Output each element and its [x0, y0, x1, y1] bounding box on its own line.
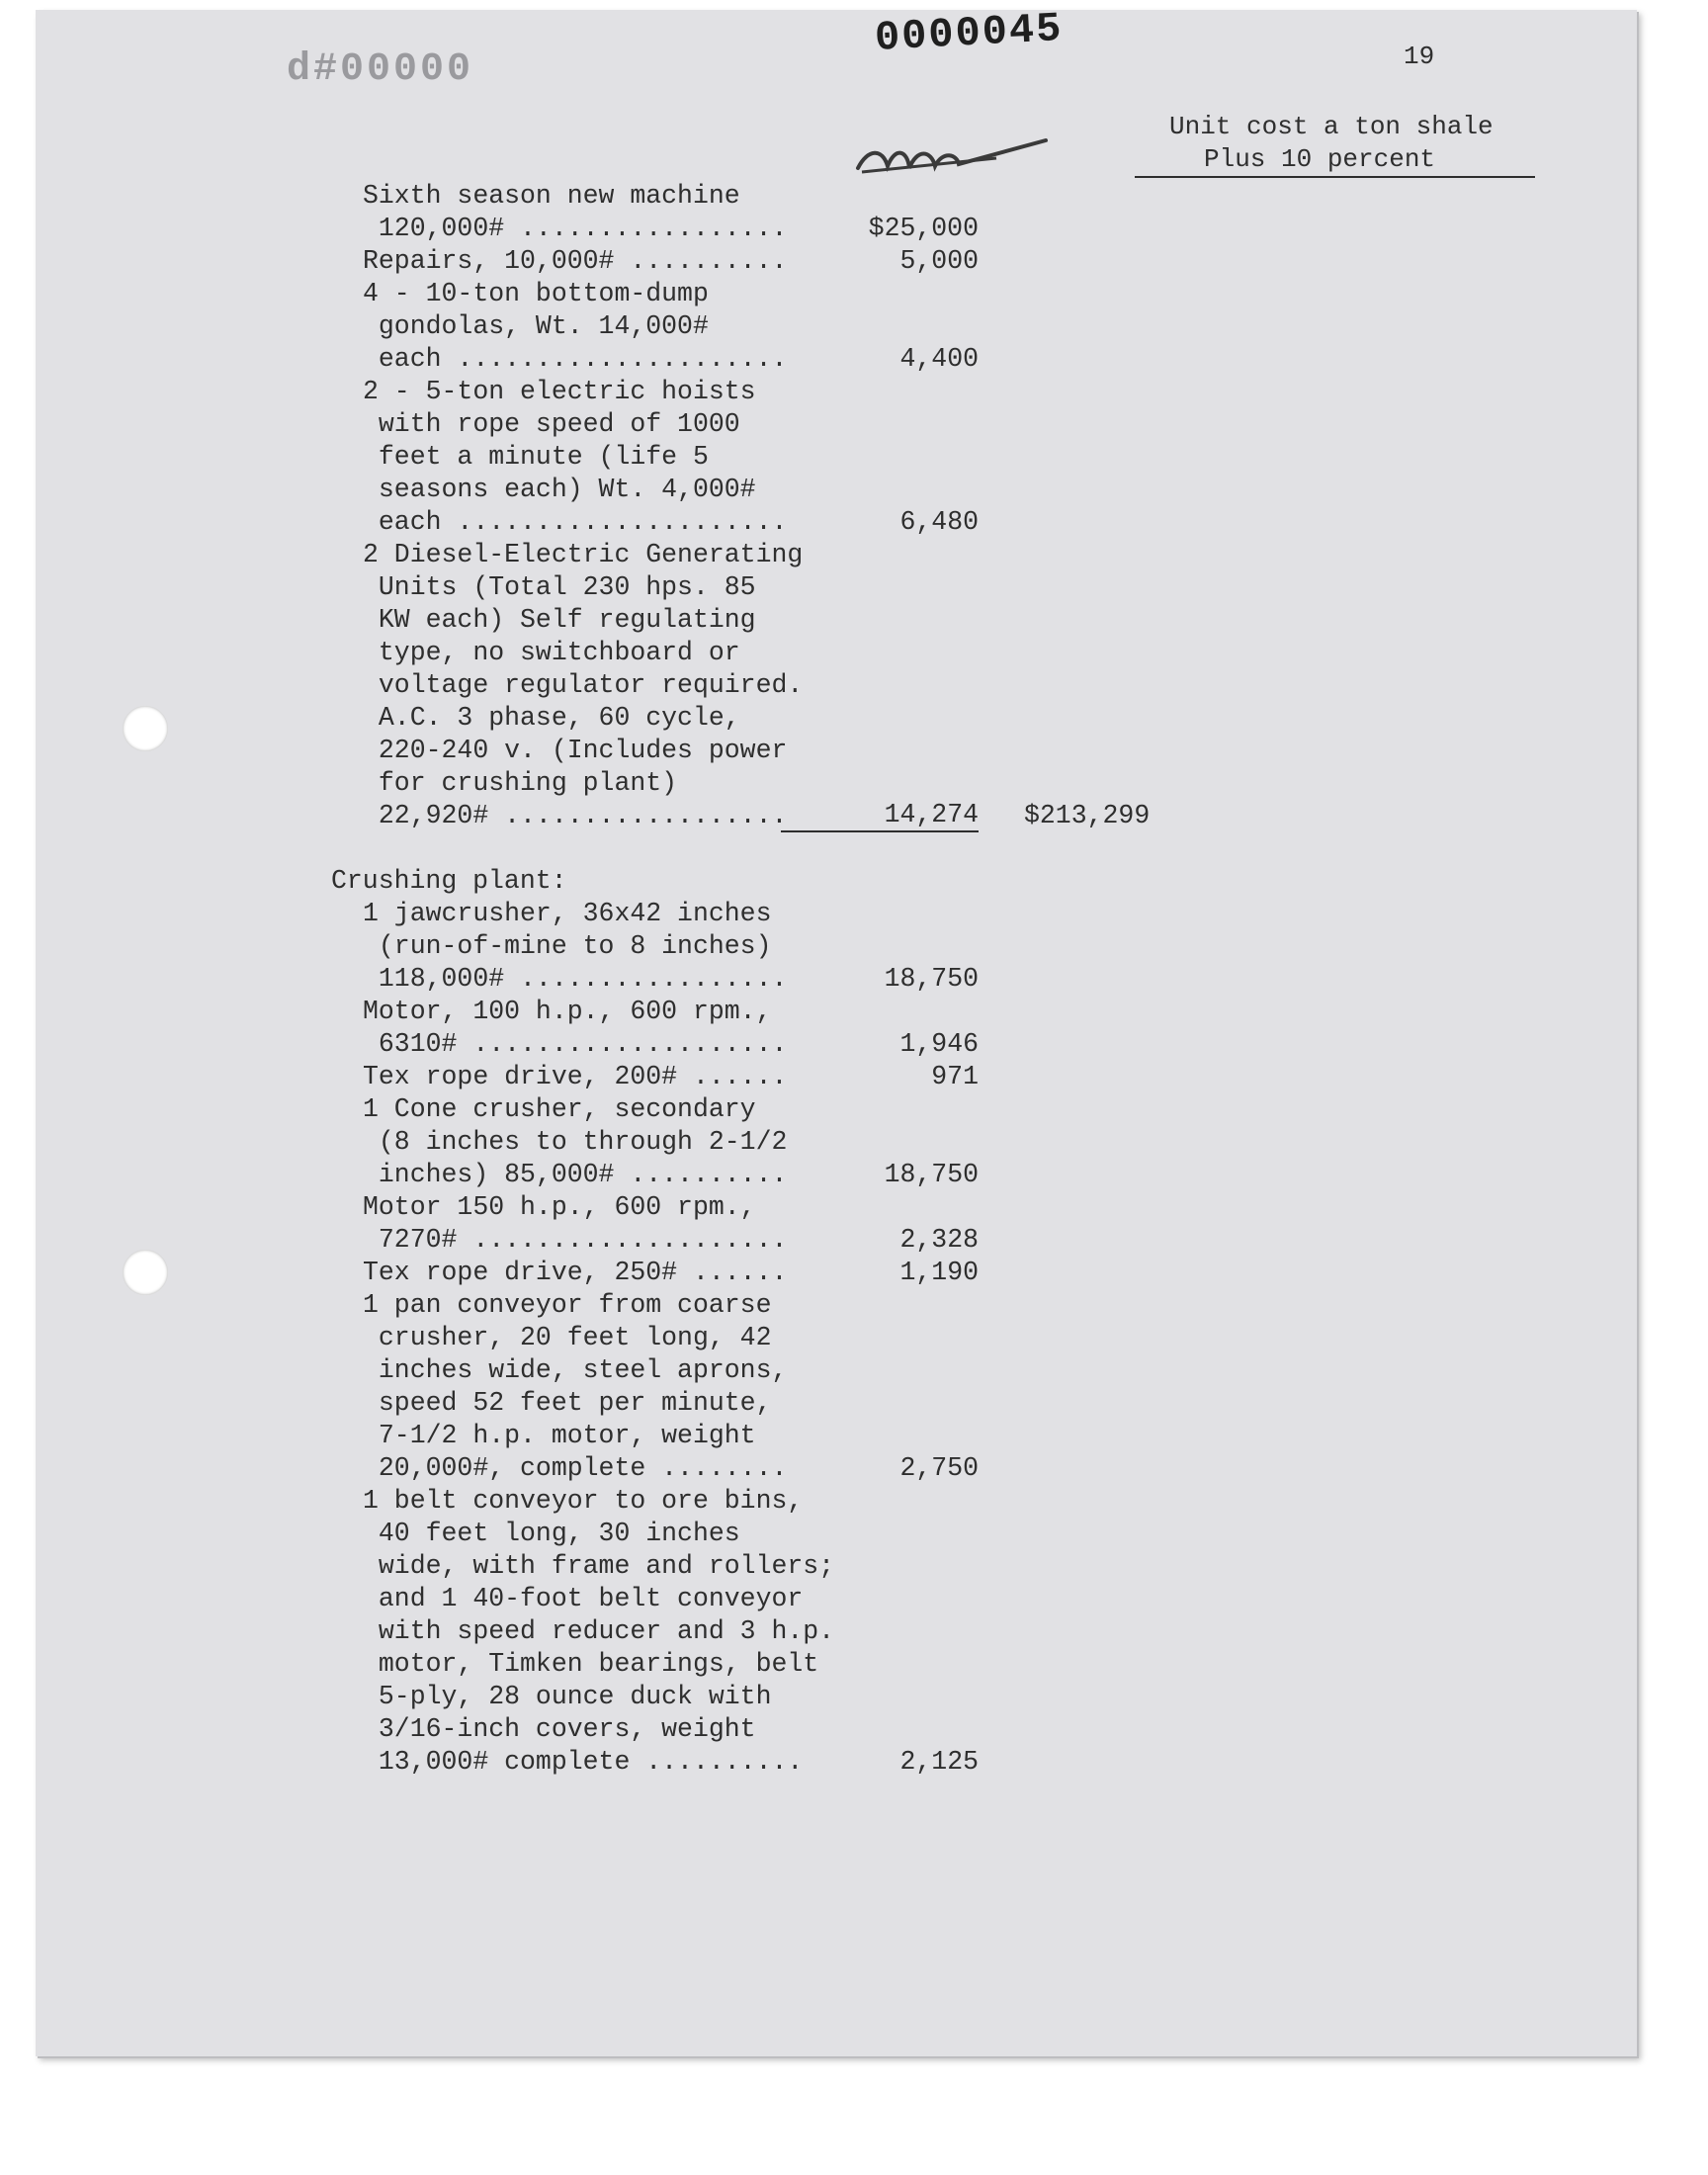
item-line: 1 belt conveyor to ore bins, — [363, 1486, 804, 1516]
item-line: 7270# .................... — [363, 1225, 788, 1255]
item-line: 13,000# complete .......... — [363, 1747, 804, 1777]
item-line: 7-1/2 h.p. motor, weight — [363, 1421, 756, 1450]
item-line: Repairs, 10,000# .......... — [363, 246, 788, 276]
item-line: 4 - 10-ton bottom-dump — [363, 279, 709, 308]
item-line: 2 Diesel-Electric Generating — [363, 540, 804, 569]
item-line: 6310# .................... — [363, 1029, 788, 1059]
item-line: speed 52 feet per minute, — [363, 1388, 772, 1418]
item-line: with rope speed of 1000 — [363, 409, 740, 439]
faded-stamp: d#00000 — [287, 47, 474, 92]
item-amount: 18,750 — [884, 964, 979, 994]
item-line: with speed reducer and 3 h.p. — [363, 1616, 835, 1646]
item-line: 3/16-inch covers, weight — [363, 1714, 756, 1744]
item-line: type, no switchboard or — [363, 638, 740, 667]
item-line: each ..................... — [363, 344, 788, 374]
item-line: voltage regulator required. — [363, 670, 804, 700]
item-line: KW each) Self regulating — [363, 605, 756, 635]
item-line: for crushing plant) — [363, 768, 678, 798]
item-amount: 971 — [931, 1062, 979, 1091]
item-line: 5-ply, 28 ounce duck with — [363, 1682, 772, 1711]
item-line: Units (Total 230 hps. 85 — [363, 572, 756, 602]
subtotal-amount: $213,299 — [1024, 801, 1151, 830]
item-line: crusher, 20 feet long, 42 — [363, 1323, 772, 1352]
item-amount: 1,190 — [899, 1258, 979, 1287]
item-amount: 2,125 — [899, 1747, 979, 1777]
item-amount: 2,750 — [899, 1453, 979, 1483]
item-line: 22,920# .................. — [363, 801, 788, 830]
page-number: 19 — [1404, 42, 1435, 71]
item-line: 2 - 5-ton electric hoists — [363, 377, 756, 406]
item-line: inches) 85,000# .......... — [363, 1160, 788, 1189]
item-line: 1 Cone crusher, secondary — [363, 1094, 756, 1124]
item-line: wide, with frame and rollers; — [363, 1551, 835, 1581]
item-line: each ..................... — [363, 507, 788, 537]
punch-hole-lower — [123, 1250, 168, 1295]
item-line: Sixth season new machine — [363, 181, 740, 211]
item-amount: 18,750 — [884, 1160, 979, 1189]
handwritten-scribble — [848, 129, 1056, 188]
item-line: Motor, 100 h.p., 600 rpm., — [363, 997, 772, 1026]
item-line: 40 feet long, 30 inches — [363, 1519, 740, 1548]
item-line: seasons each) Wt. 4,000# — [363, 475, 756, 504]
item-line: inches wide, steel aprons, — [363, 1355, 788, 1385]
item-line: 1 pan conveyor from coarse — [363, 1290, 772, 1320]
item-line: 220-240 v. (Includes power — [363, 736, 788, 765]
item-line: (8 inches to through 2-1/2 — [363, 1127, 788, 1157]
item-line: 1 jawcrusher, 36x42 inches — [363, 899, 772, 928]
item-line: (run-of-mine to 8 inches) — [363, 931, 772, 961]
item-line: Tex rope drive, 250# ...... — [363, 1258, 788, 1287]
item-amount: 6,480 — [899, 507, 979, 537]
item-line: gondolas, Wt. 14,000# — [363, 311, 709, 341]
header-note-line-2 — [1135, 143, 1535, 178]
item-line: feet a minute (life 5 — [363, 442, 709, 472]
item-line: Crushing plant: — [331, 866, 567, 896]
item-amount: 14,274 — [781, 800, 979, 832]
document-number-stamp: 0000045 — [873, 5, 1065, 62]
item-line: A.C. 3 phase, 60 cycle, — [363, 703, 740, 733]
item-line: and 1 40-foot belt conveyor — [363, 1584, 804, 1613]
item-line: motor, Timken bearings, belt — [363, 1649, 819, 1679]
item-amount: 1,946 — [899, 1029, 979, 1059]
item-line: 20,000#, complete ........ — [363, 1453, 788, 1483]
punch-hole-upper — [123, 706, 168, 751]
item-line: 118,000# ................. — [363, 964, 788, 994]
header-note-line-2-text: Plus 10 percent — [1204, 144, 1436, 174]
header-note-line-1: Unit cost a ton shale — [1169, 112, 1494, 141]
item-amount: $25,000 — [868, 214, 979, 243]
item-amount: 5,000 — [899, 246, 979, 276]
item-amount: 2,328 — [899, 1225, 979, 1255]
item-line: 120,000# ................. — [363, 214, 788, 243]
item-amount: 4,400 — [899, 344, 979, 374]
item-line: Tex rope drive, 200# ...... — [363, 1062, 788, 1091]
item-line: Motor 150 h.p., 600 rpm., — [363, 1192, 756, 1222]
header-note — [1169, 111, 1535, 178]
